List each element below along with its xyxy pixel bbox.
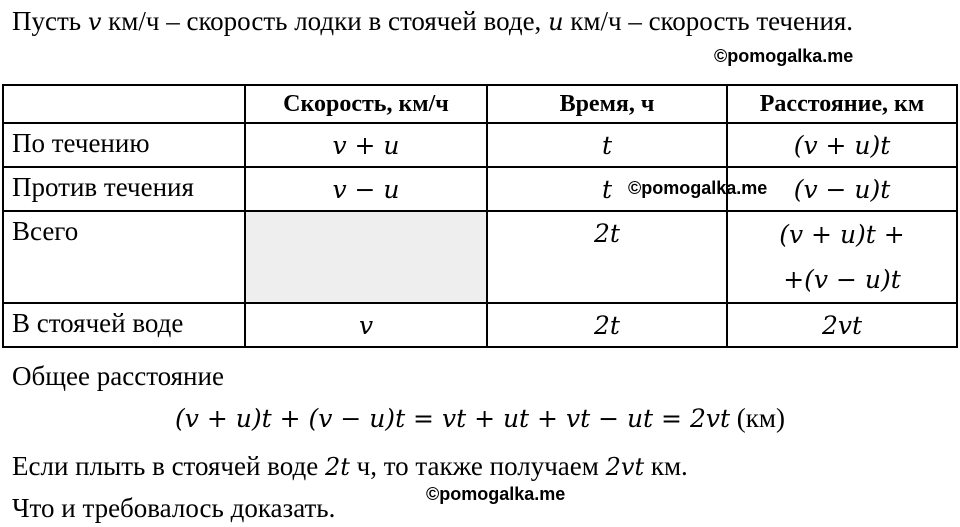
header-cell-empty: [3, 85, 245, 123]
table-row: [3, 303, 957, 347]
cell-speed: v − u: [245, 167, 487, 211]
total-label: Общее расстояние: [12, 361, 224, 391]
equation: (v + u)t + (v − u)t = vt + ut + vt − ut = 2vt (км): [175, 403, 785, 433]
cell-distance: 2vt: [727, 303, 957, 347]
cell-time: t: [487, 167, 727, 211]
var-u: u: [548, 8, 564, 36]
header-distance: Расстояние, км: [727, 85, 957, 123]
header-speed: Скорость, км/ч: [245, 85, 487, 123]
result-line: Если плыть в стоячей воде 2t ч, то также получаем 2vt км.: [12, 451, 688, 481]
var-v: v: [87, 8, 102, 36]
cell-speed: v + u: [245, 123, 487, 167]
cell-time: 2t: [487, 303, 727, 347]
watermark: ©pomogalka.me: [628, 178, 768, 198]
conclusion: Что и требовалось доказать.: [12, 493, 336, 523]
row-label: Всего: [3, 211, 245, 303]
table-row: [3, 211, 957, 303]
header-time: Время, ч: [487, 85, 727, 123]
row-label: По течению: [3, 123, 245, 167]
data-table: [2, 84, 958, 348]
row-label: В стоячей воде: [3, 303, 245, 347]
row-label: Против течения: [3, 167, 245, 211]
cell-distance: (v − u)t: [727, 167, 957, 211]
cell-speed: v: [245, 303, 487, 347]
table-row: [3, 167, 957, 211]
cell-time: t: [487, 123, 727, 167]
cell-distance: (v + u)t + +(v − u)t: [727, 211, 957, 303]
cell-time: 2t: [487, 211, 727, 303]
intro-text: Пусть v км/ч – скорость лодки в стоячей воде, u км/ч – скорость течения.: [12, 6, 854, 36]
cell-distance: (v + u)t: [727, 123, 957, 167]
table-row: [3, 123, 957, 167]
watermark: ©pomogalka.me: [714, 46, 854, 66]
table-header-row: [3, 85, 957, 123]
watermark: ©pomogalka.me: [426, 484, 566, 504]
cell-speed-empty: [245, 211, 487, 303]
